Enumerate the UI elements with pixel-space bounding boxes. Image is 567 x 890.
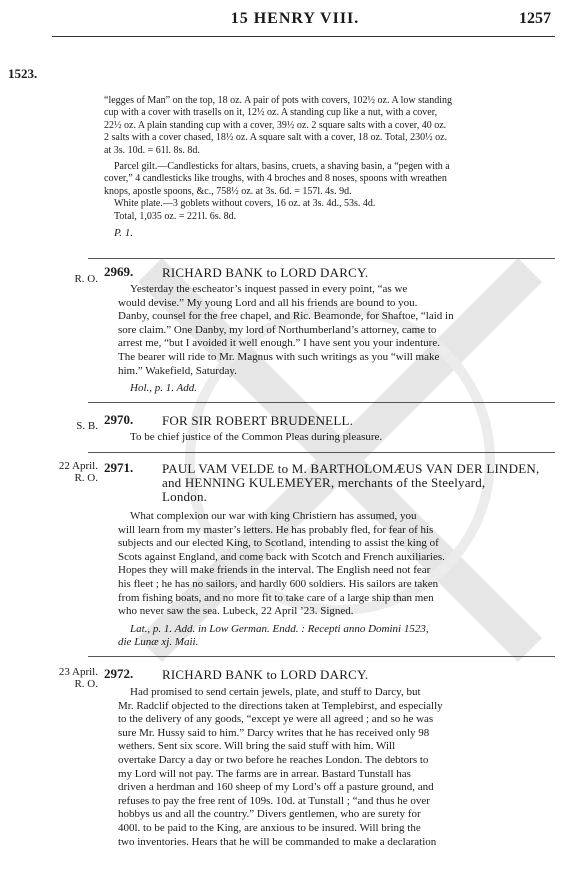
entry-divider: [88, 452, 555, 453]
running-header: [0, 8, 567, 34]
entry-note: Hol., p. 1. Add.: [130, 382, 198, 395]
header-title: 15 HENRY VIII.: [230, 10, 360, 27]
margin-date: 22 April.: [58, 460, 98, 472]
entry-body: [118, 686, 552, 849]
text-line: driven a herdman and 160 sheep of my Lord’s off a pasture ground, and: [118, 781, 434, 794]
heading-line: RICHARD BANK to LORD DARCY.: [162, 266, 369, 280]
text-line: Hopes they will make friends in the interval. The English need not fear: [118, 564, 431, 577]
entry-note: die Lunæ xj. Maii.: [118, 636, 199, 649]
text-line: What complexion our war with king Christiern has assumed, you: [130, 510, 417, 522]
entry-number: 2972.: [104, 666, 134, 681]
text-line: Yesterday the escheator’s inquest passed in every point, “as we: [130, 283, 408, 295]
margin-source: R. O.: [74, 273, 98, 285]
text-line: at 3s. 10d. = 61l. 8s. 8d.: [104, 144, 200, 156]
entry-body: [118, 510, 552, 650]
entry-divider: [88, 402, 555, 403]
entry-number: 2970.: [104, 412, 134, 427]
text-line: would devise.” My young Lord and all his friends are bound to you.: [118, 296, 418, 309]
text-line: Danby, counsel for the free chapel, and Ric. Beamonde, for Shaftoe, “laid in: [118, 310, 454, 323]
text-line: White plate.—3 goblets without covers, 16 oz. at 3s. 4d., 53s. 4d.: [114, 198, 376, 210]
entry-number: 2971.: [104, 460, 134, 475]
physical-description: P. 1.: [114, 227, 134, 240]
heading-line: FOR SIR ROBERT BRUDENELL.: [162, 414, 354, 428]
entry-number: 2969.: [104, 264, 134, 279]
text-line: hobbys us and all the country.” Divers gentlemen, who are surety for: [118, 808, 421, 821]
text-line: from fishing boats, and no more fit to take care of a large ship than men: [118, 591, 434, 604]
text-line: wethers. Sent six score. Will bring the said stuff with him. Will: [118, 740, 396, 753]
margin-date: 23 April.: [58, 666, 98, 678]
text-line: knops, apostle spoons, &c., 758½ oz. at 3s. 6d. = 157l. 4s. 9d.: [104, 185, 352, 197]
text-line: 2 salts with a cover chased, 18½ oz. A square salt with a cover, 18 oz. Total, 230½ oz.: [104, 132, 448, 144]
entry-note: Lat., p. 1. Add. in Low German. Endd. : Recepti anno Domini 1523,: [130, 622, 429, 635]
heading-line: London.: [162, 490, 208, 504]
text-line: cover,” 4 candlesticks like troughs, with 4 broches and 8 noses, spoons with wreathen: [104, 173, 447, 185]
margin-source: R. O.: [74, 678, 98, 690]
text-line: 22½ oz. A plain standing cup with a cover, 39½ oz. 2 square salts with a cover, 40 oz.: [104, 119, 447, 131]
entry-body: [118, 283, 552, 396]
text-line: will learn from my master’s letters. He has probably fled, for fear of his: [118, 523, 434, 536]
heading-line: PAUL VAM VELDE to M. BARTHOLOMÆUS VAN DER LINDEN,: [162, 462, 540, 476]
text-line: cup with a cover with trasells on it, 12½ oz. A standing cup like a nut, with a cover,: [104, 107, 438, 119]
entry-heading: [162, 266, 368, 280]
text-line: sore claim.” One Danby, my lord of Northumberland’s attorney, came to: [118, 323, 437, 336]
entry-divider: [88, 656, 555, 657]
text-line: refuses to pay the free rent of 109s. 10d. at Tunstall ; “and thus he over: [118, 794, 430, 807]
entry-margin: [0, 420, 98, 432]
text-line: his fleet ; he has no sailors, and hardly 600 soldiers. His sailors are taken: [118, 577, 439, 590]
text-line: To be chief justice of the Common Pleas during pleasure.: [130, 431, 383, 443]
header-rule: [52, 36, 555, 37]
entry-heading: [162, 668, 368, 682]
text-line: Mr. Radclif objected to the directions taken at Templebirst, and especially: [118, 699, 443, 712]
text-line: Parcel gilt.—Candlesticks for altars, basins, cruets, a shaving basin, a “pegen with a: [114, 161, 450, 173]
margin-source: S. B.: [76, 420, 98, 432]
text-line: overtake Darcy a day or two before he reaches London. The debtors to: [118, 753, 429, 766]
text-line: 400l. to be paid to the King, are anxious to be insured. Will bring the: [118, 821, 421, 834]
entry-heading: [162, 414, 353, 428]
text-line: Had promised to send certain jewels, plate, and stuff to Darcy, but: [130, 686, 421, 698]
text-line: to the delivery of any goods, “except ye were all agreed ; and so he was: [118, 713, 434, 726]
heading-line: and HENNING KULEMEYER, merchants of the Steelyard,: [162, 476, 486, 490]
text-line: subjects and our elected King, to Scotland, intending to assist the king of: [118, 537, 439, 550]
heading-line: RICHARD BANK to LORD DARCY.: [162, 668, 369, 682]
page-number: 1257: [519, 10, 551, 27]
entry-body: [118, 431, 552, 445]
entry-heading: [162, 462, 554, 504]
text-line: The bearer will ride to Mr. Magnus with such writings as you “will make: [118, 350, 440, 363]
text-line: “legges of Man” on the top, 18 oz. A pair of pots with covers, 102½ oz. A low standing: [104, 95, 453, 106]
text-line: arrest me, “but I avoided it well enough.” I have sent you your indenture.: [118, 337, 440, 350]
text-line: Scots against England, and come back with Scotch and French auxiliaries.: [118, 550, 445, 563]
text-line: sure Mr. Hussy said to him.” Darcy writes that he has received only 98: [118, 726, 430, 739]
text-line: two inventories. Hears that he will be commanded to make a declaration: [118, 835, 437, 848]
text-line: Total, 1,035 oz. = 221l. 6s. 8d.: [114, 210, 237, 222]
entry-divider: [88, 258, 555, 259]
text-line: who never saw the sea. Lubeck, 22 April ’23. Signed.: [118, 605, 354, 618]
year-marginal: 1523.: [8, 66, 38, 81]
text-line: him.” Wakefield, Saturday.: [118, 364, 237, 377]
text-line: my Lord will not pay. The farms are in arrear. Bastard Tunstall has: [118, 767, 411, 780]
margin-source: R. O.: [74, 472, 98, 484]
entry-margin: [0, 273, 98, 285]
inventory-continuation: [104, 95, 551, 239]
entry-margin: [0, 666, 98, 690]
entry-margin: [0, 460, 98, 484]
